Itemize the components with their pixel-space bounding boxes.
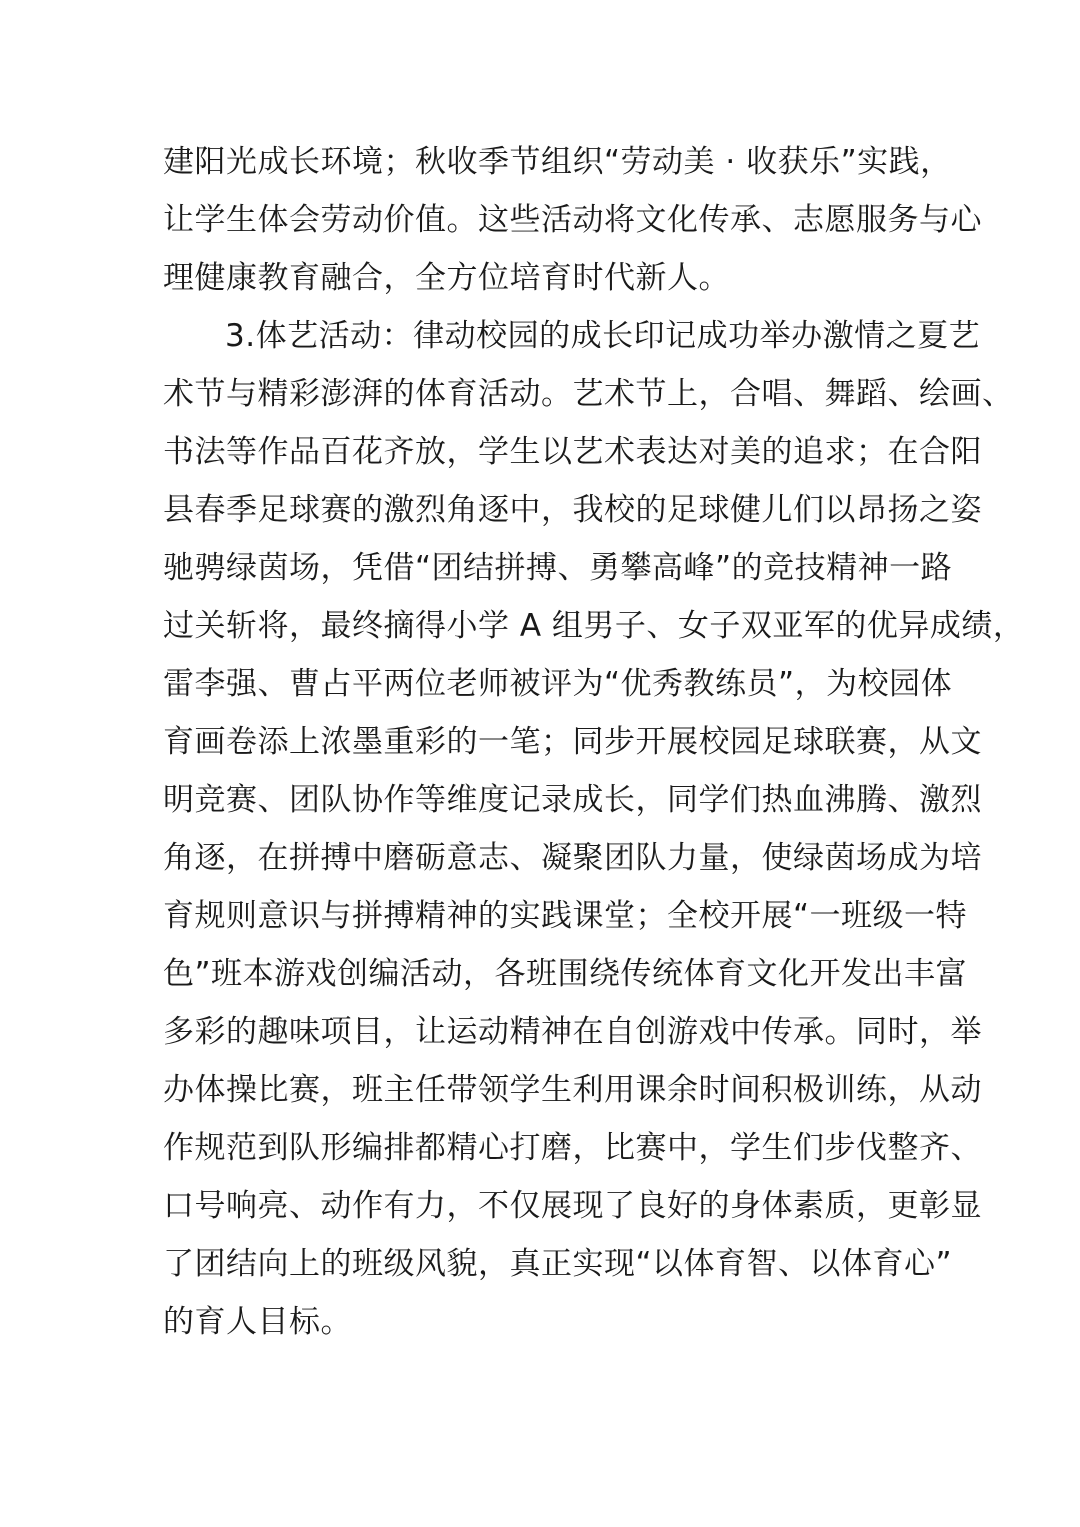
section-heading-line: 3.体艺活动：律动校园的成长印记成功举办激情之夏艺 <box>225 318 981 354</box>
text-line: 了团结向上的班级风貌，真正实现“以体育智、以体育心” <box>163 1246 953 1282</box>
text-line: 角逐，在拼搏中磨砺意志、凝聚团队力量，使绿茵场成为培 <box>163 840 982 876</box>
text-line: 驰骋绿茵场，凭借“团结拼搏、勇攀高峰”的竞技精神一路 <box>163 550 953 586</box>
text-line: 让学生体会劳动价值。这些活动将文化传承、志愿服务与心 <box>163 202 982 238</box>
text-line: 明竞赛、团队协作等维度记录成长，同学们热血沸腾、激烈 <box>163 782 982 818</box>
text-line: 县春季足球赛的激烈角逐中，我校的足球健儿们以昂扬之姿 <box>163 492 982 528</box>
text-line: 书法等作品百花齐放，学生以艺术表达对美的追求；在合阳 <box>163 434 982 470</box>
text-line: 术节与精彩澎湃的体育活动。艺术节上，合唱、舞蹈、绘画、 <box>163 376 1014 412</box>
text-line: 口号响亮、动作有力，不仅展现了良好的身体素质，更彰显 <box>163 1188 982 1224</box>
text-line: 过关斩将，最终摘得小学 A 组男子、女子双亚军的优异成绩， <box>163 608 1025 644</box>
text-line: 育画卷添上浓墨重彩的一笔；同步开展校园足球联赛，从文 <box>163 724 982 760</box>
text-line: 育规则意识与拼搏精神的实践课堂；全校开展“一班级一特 <box>163 898 968 934</box>
text-line: 雷李强、曹占平两位老师被评为“优秀教练员”，为校园体 <box>163 666 953 702</box>
text-line: 建阳光成长环境；秋收季节组织“劳动美 · 收获乐”实践， <box>163 144 952 180</box>
body-text <box>163 133 1025 1351</box>
text-line: 办体操比赛，班主任带领学生利用课余时间积极训练，从动 <box>163 1072 982 1108</box>
text-line: 色”班本游戏创编活动，各班围绕传统体育文化开发出丰富 <box>163 956 968 992</box>
text-line: 的育人目标。 <box>163 1304 352 1340</box>
text-line: 理健康教育融合，全方位培育时代新人。 <box>163 260 730 296</box>
text-line: 作规范到队形编排都精心打磨，比赛中，学生们步伐整齐、 <box>163 1130 982 1166</box>
text-line: 多彩的趣味项目，让运动精神在自创游戏中传承。同时，举 <box>163 1014 982 1050</box>
